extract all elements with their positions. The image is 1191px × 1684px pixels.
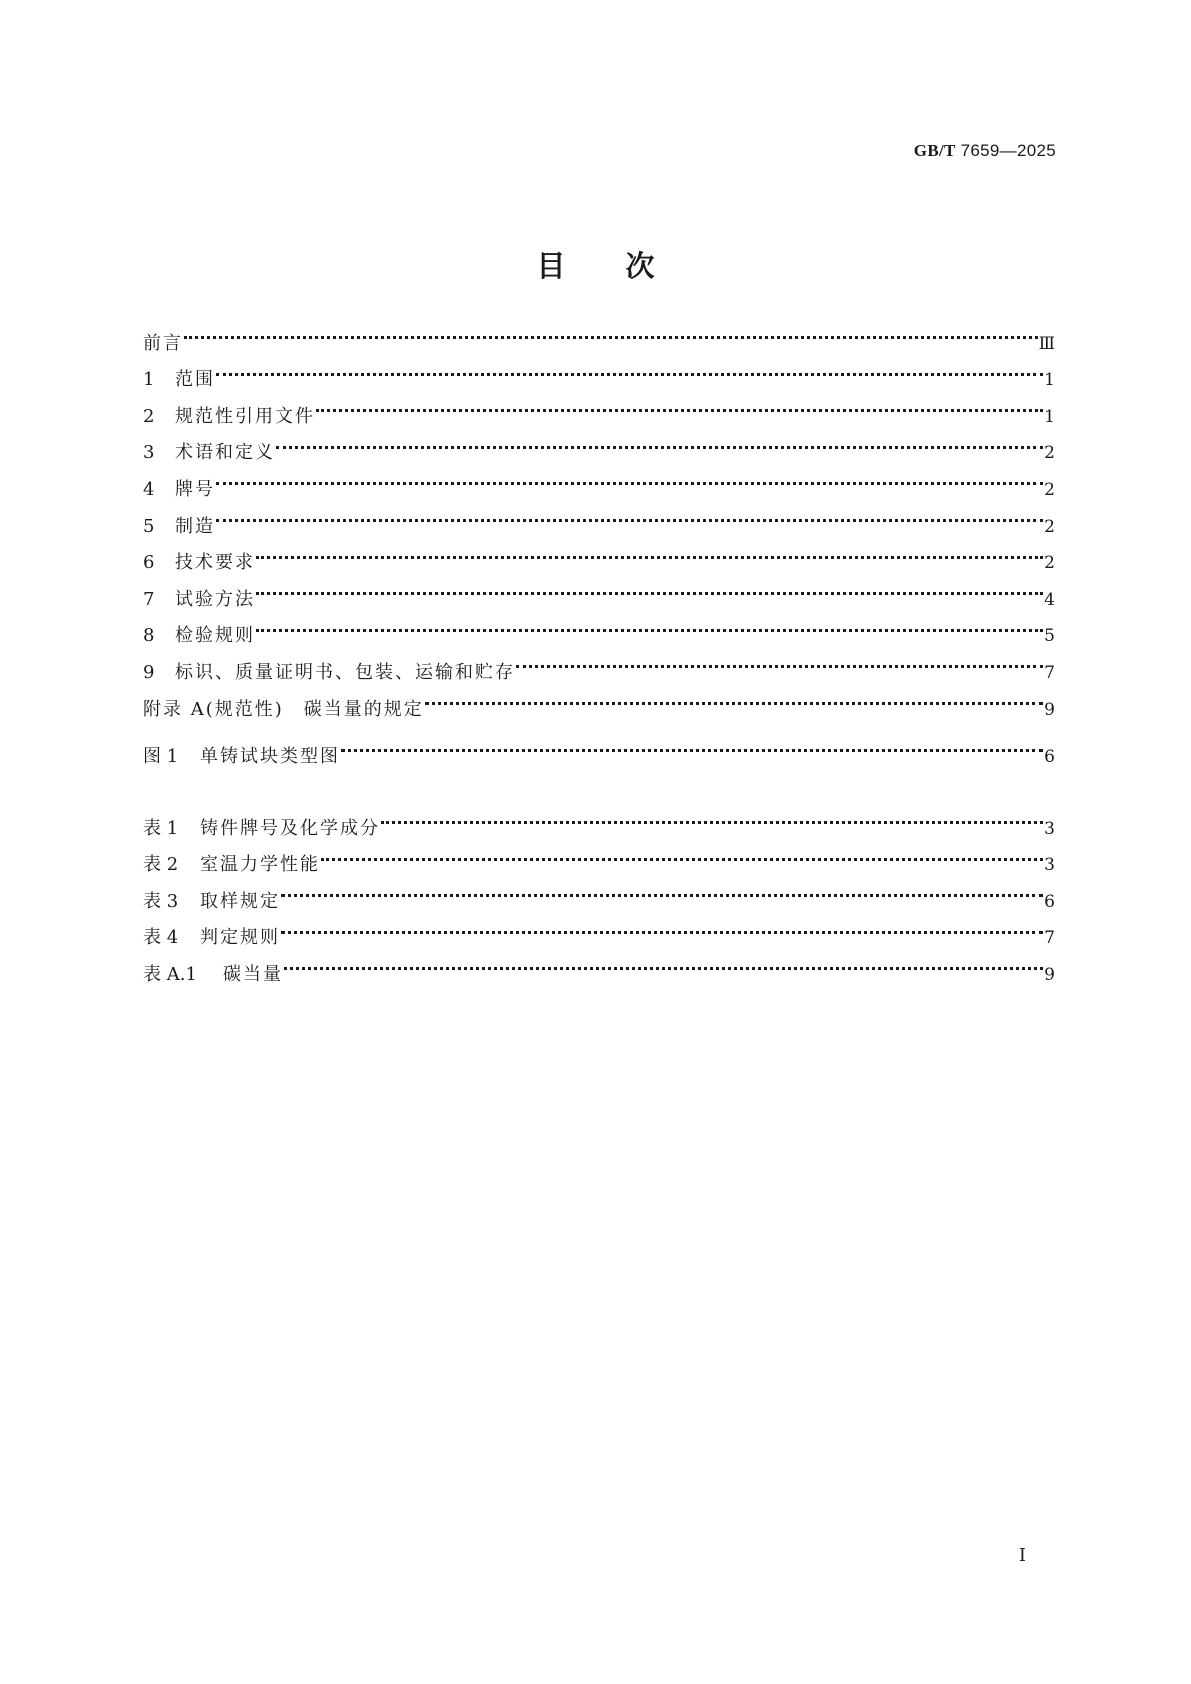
toc-main-section [143,312,1055,720]
toc-entry-label: 判定规则 [200,927,280,949]
toc-entry[interactable] [143,532,1055,574]
toc-entry-number: 表 3 [143,890,179,912]
toc-entry-page: 3 [1044,855,1055,876]
toc-entry-page: Ⅲ [1038,333,1055,354]
toc-entry[interactable] [143,349,1055,391]
toc-entry-page: 5 [1044,626,1055,647]
toc-entry-number: 3 [143,442,155,464]
toc-entry-page: 7 [1044,662,1055,683]
toc-entry-label: 试验方法 [175,588,255,610]
toc-entry-number: 9 [143,661,155,683]
toc-dot-leader [184,312,1038,349]
toc-entry-label: 范围 [175,369,215,391]
page-title: 目次 [536,249,715,283]
toc-entry[interactable] [143,797,1055,839]
toc-entry-page: 2 [1044,516,1055,537]
toc-entry-number: 2 [143,405,155,427]
toc-entry-number: 图 1 [143,745,179,767]
toc-entry-number: 表 2 [143,854,179,876]
toc-entry-page: 1 [1044,406,1055,427]
toc-dot-leader [256,568,1043,605]
toc-entry-number: 7 [143,588,155,610]
toc-entry-label: 碳当量 [223,963,283,985]
toc-entry-page: 6 [1044,746,1055,767]
toc-entry-label: 取样规定 [200,890,280,912]
toc-entry[interactable] [143,312,1055,354]
toc-dot-leader [425,678,1043,715]
toc-entry-page: 7 [1044,928,1055,949]
toc-entry-label: 规范性引用文件 [175,405,315,427]
toc-entry[interactable] [143,422,1055,464]
toc-entry-label: 标识、质量证明书、包装、运输和贮存 [175,661,515,683]
toc-entry-label: 前言 [143,332,183,354]
toc-entry-number: 6 [143,552,155,574]
toc-entry-label: 制造 [175,515,215,537]
toc-dot-leader [284,943,1043,980]
standard-number [914,141,1056,161]
toc-entry-label: 室温力学性能 [200,854,320,876]
toc-entry[interactable] [143,641,1055,683]
toc-dot-leader [321,834,1043,871]
toc-entry-page: 2 [1044,553,1055,574]
toc-entry-page: 6 [1044,891,1055,912]
toc-tables-section [143,797,1055,985]
toc-entry[interactable] [143,458,1055,500]
standard-code: 7659—2025 [955,141,1056,160]
toc-entry[interactable] [143,725,1055,767]
toc-entry[interactable] [143,385,1055,427]
toc-dot-leader [256,605,1043,642]
standard-prefix: GB/T [913,141,956,160]
toc-dot-leader [381,797,1043,834]
toc-entry[interactable] [143,568,1055,610]
toc-dot-leader [281,870,1043,907]
toc-dot-leader [341,725,1043,762]
toc-dot-leader [276,422,1043,459]
toc-entry-label: 技术要求 [175,552,255,574]
toc-entry-page: 9 [1044,699,1055,720]
toc-dot-leader [216,495,1043,532]
toc-entry[interactable] [143,495,1055,537]
toc-entry-label: 检验规则 [175,625,255,647]
toc-entry-number: 表 1 [143,817,179,839]
toc-entry-page: 2 [1044,443,1055,464]
toc-entry-number: 表 A.1 [143,963,197,985]
toc-entry-page: 2 [1044,479,1055,500]
toc-entry-label: 附录 A(规范性) 碳当量的规定 [143,698,424,720]
toc-entry-label: 术语和定义 [175,442,275,464]
toc-entry-number: 1 [143,369,155,391]
toc-dot-leader [281,907,1043,944]
toc-entry-page: 9 [1044,964,1055,985]
page-number: I [1018,1545,1026,1566]
toc-entry-page: 1 [1044,370,1055,391]
toc-dot-leader [516,641,1043,678]
toc-entry[interactable] [143,605,1055,647]
toc-dot-leader [256,532,1043,569]
toc-dot-leader [216,349,1043,386]
toc-entry-page: 3 [1044,818,1055,839]
toc-entry-number: 8 [143,625,155,647]
toc-entry-number: 4 [143,478,155,500]
toc-entry-number: 5 [143,515,155,537]
toc-entry-label: 单铸试块类型图 [200,745,340,767]
toc-entry-number: 表 4 [143,927,179,949]
toc-dot-leader [216,458,1043,495]
toc-entry-label: 牌号 [175,478,215,500]
toc-figures-section [143,725,1055,767]
toc-entry-page: 4 [1044,589,1055,610]
toc-entry-label: 铸件牌号及化学成分 [200,817,380,839]
toc-dot-leader [316,385,1043,422]
